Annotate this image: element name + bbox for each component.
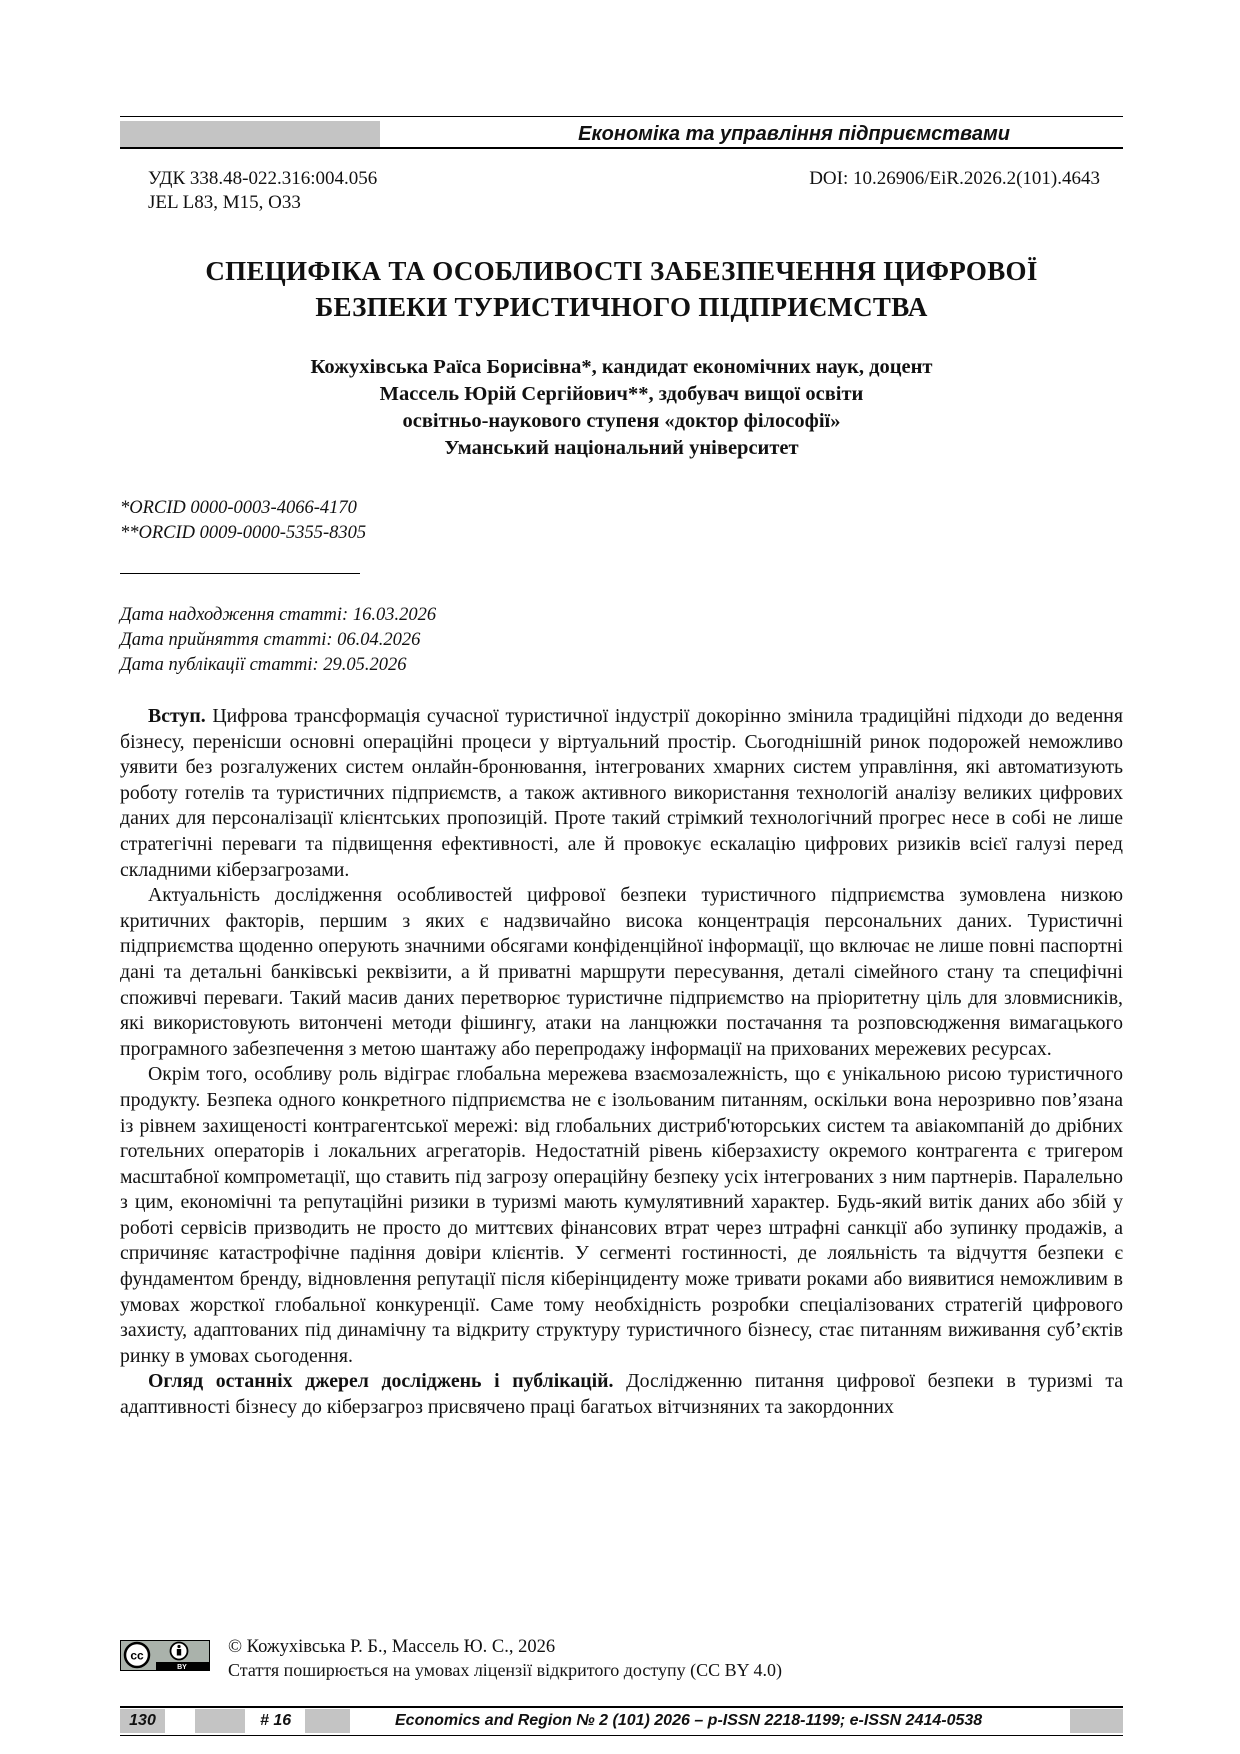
article-title xyxy=(120,253,1123,325)
paragraph-literature-review xyxy=(120,1369,1123,1420)
journal-citation: Economics and Region № 2 (101) 2026 – p-ISSN 2218-1199; e-ISSN 2414-0538 xyxy=(395,1712,983,1729)
doi-code: DOI: 10.26906/EiR.2026.2(101).4643 xyxy=(809,168,1100,189)
header-gray-block xyxy=(120,121,380,147)
header-top-rule xyxy=(120,116,1123,117)
paragraph-introduction xyxy=(120,704,1123,883)
jel-code: JEL L83, M15, O33 xyxy=(148,192,301,213)
udk-code: УДК 338.48-022.316:004.056 xyxy=(148,168,378,189)
orcid-second-author: **ORCID 0009-0000-5355-8305 xyxy=(120,523,367,543)
title-line-1: СПЕЦИФІКА ТА ОСОБЛИВОСТІ ЗАБЕЗПЕЧЕННЯ ЦИФРОВОЇ xyxy=(205,256,1038,286)
copyright-notice: © Кожухівська Р. Б., Массель Ю. С., 2026 xyxy=(228,1637,556,1657)
header-bottom-rule xyxy=(120,147,1123,149)
author-line-1: Кожухівська Раїса Борисівна*, кандидат економічних наук, доцент xyxy=(310,356,933,378)
paragraph-text: Дослідженню питання цифрової безпеки в туризмі та адаптивності бізнесу до кіберзагроз присвячено праці багатьох вітчизняних та закордонних xyxy=(120,1370,1123,1419)
footer-gray-block xyxy=(1070,1709,1123,1733)
footer-top-rule xyxy=(120,1706,1123,1708)
separator-rule xyxy=(120,573,360,574)
section-heading-literature-review: Огляд останніх джерел досліджень і публікацій. xyxy=(148,1370,614,1393)
paragraph-text: Цифрова трансформація сучасної туристичної індустрії докорінно змінила традиційні підходи до ведення бізнесу, перенісши основні операційні процеси у віртуальний простір. Сьогоднішній ринок подорожей неможливо уявити без розгалужених систем онлайн-бронювання, інтегрованих хмарних систем управління, які автоматизують роботу готелів та туристичних підприємств, а також активного використання технологій аналізу великих цифрових даних для персоналізації клієнтських пропозицій. Проте такий стрімкий технологічний прогрес несе в собі не лише стратегічні переваги та підвищення ефективності, але й провокує ескалацію цифрових ризиків всієї галузі перед складними кіберзагрозами. xyxy=(120,705,1123,881)
page-number: 130 xyxy=(129,1712,156,1729)
footer-gray-block xyxy=(195,1709,245,1733)
author-line-3: освітньо-наукового ступеня «доктор філософії» xyxy=(402,410,841,432)
article-body xyxy=(120,704,1123,1421)
paragraph-interdependence: Окрім того, особливу роль відіграє глобальна мережева взаємозалежність, що є унікальною рисою туристичного продукту. Безпека одного конкретного підприємства не є ізольованим питанням, оскільки вона нерозривно пов’язана із рівнем захищеності контрагентської мережі: від глобальних дистриб'юторських систем та авіакомпаній до дрібних готельних операторів і локальних агрегаторів. Недостатній рівень кіберзахисту окремого контрагента є тригером масштабної компрометації, що ставить під загрозу операційну безпеку усіх інтегрованих з ним партнерів. Паралельно з цим, економічні та репутаційні ризики в туризмі мають кумулятивний характер. Будь-який витік даних або збій у роботі сервісів призводить не просто до миттєвих фінансових втрат через штрафні санкції або зупинку продажів, а спричиняє катастрофічне падіння довіри клієнтів. У сегменті гостинності, де лояльність та відчуття безпеки є фундаментом бренду, відновлення репутації після кіберінциденту може тривати роками або виявитися неможливим в умовах жорсткої глобальної конкуренції. Саме тому необхідність розробки спеціалізованих стратегій цифрового захисту, адаптованих під динамічну та відкриту структуру туристичного бізнесу, стає питанням виживання суб’єктів ринку в умовах сьогодення. xyxy=(120,1063,1123,1367)
footer-gray-block xyxy=(305,1709,350,1733)
orcid-first-author: *ORCID 0000-0003-4066-4170 xyxy=(120,498,357,518)
date-received: Дата надходження статті: 16.03.2026 xyxy=(120,605,437,625)
paragraph-relevance: Актуальність дослідження особливостей цифрової безпеки туристичного підприємства зумовлена низкою критичних факторів, першим з яких є надзвичайно висока концентрація персональних даних. Туристичні підприємства щоденно оперують значними обсягами конфіденційної інформації, що включає не лише повні паспортні дані та детальні банківські реквізити, а й приватні маршрути пересування, деталі сімейного стану та специфічні споживчі переваги. Такий масив даних перетворює туристичне підприємство на пріоритетну ціль для зловмисників, які використовують витончені методи фішингу, атаки на ланцюжки постачання та розповсюдження вимагацького програмного забезпечення з метою шантажу або перепродажу інформації на прихованих мережевих ресурсах. xyxy=(120,884,1123,1060)
author-line-2: Массель Юрій Сергійович**, здобувач вищої освіти xyxy=(379,383,864,405)
date-published: Дата публікації статті: 29.05.2026 xyxy=(120,655,407,675)
author-block xyxy=(120,354,1123,462)
license-terms: Стаття поширюється на умовах ліцензії відкритого доступу (CC BY 4.0) xyxy=(228,1660,782,1680)
cc-by-icon xyxy=(120,1640,210,1671)
issue-number: # 16 xyxy=(260,1712,292,1729)
footer-bottom-rule xyxy=(120,1735,1123,1736)
journal-footer-band xyxy=(120,1709,1123,1733)
journal-section-title: Економіка та управління підприємствами xyxy=(578,123,1010,145)
svg-text:cc: cc xyxy=(130,1648,144,1663)
cc-by-license-badge xyxy=(120,1640,210,1671)
journal-header-band xyxy=(120,121,1123,147)
title-line-2: БЕЗПЕКИ ТУРИСТИЧНОГО ПІДПРИЄМСТВА xyxy=(315,292,928,322)
svg-text:BY: BY xyxy=(177,1664,187,1671)
affiliation: Уманський національний університет xyxy=(444,437,799,459)
section-heading-introduction: Вступ. xyxy=(148,705,206,727)
date-accepted: Дата прийняття статті: 06.04.2026 xyxy=(120,630,421,650)
